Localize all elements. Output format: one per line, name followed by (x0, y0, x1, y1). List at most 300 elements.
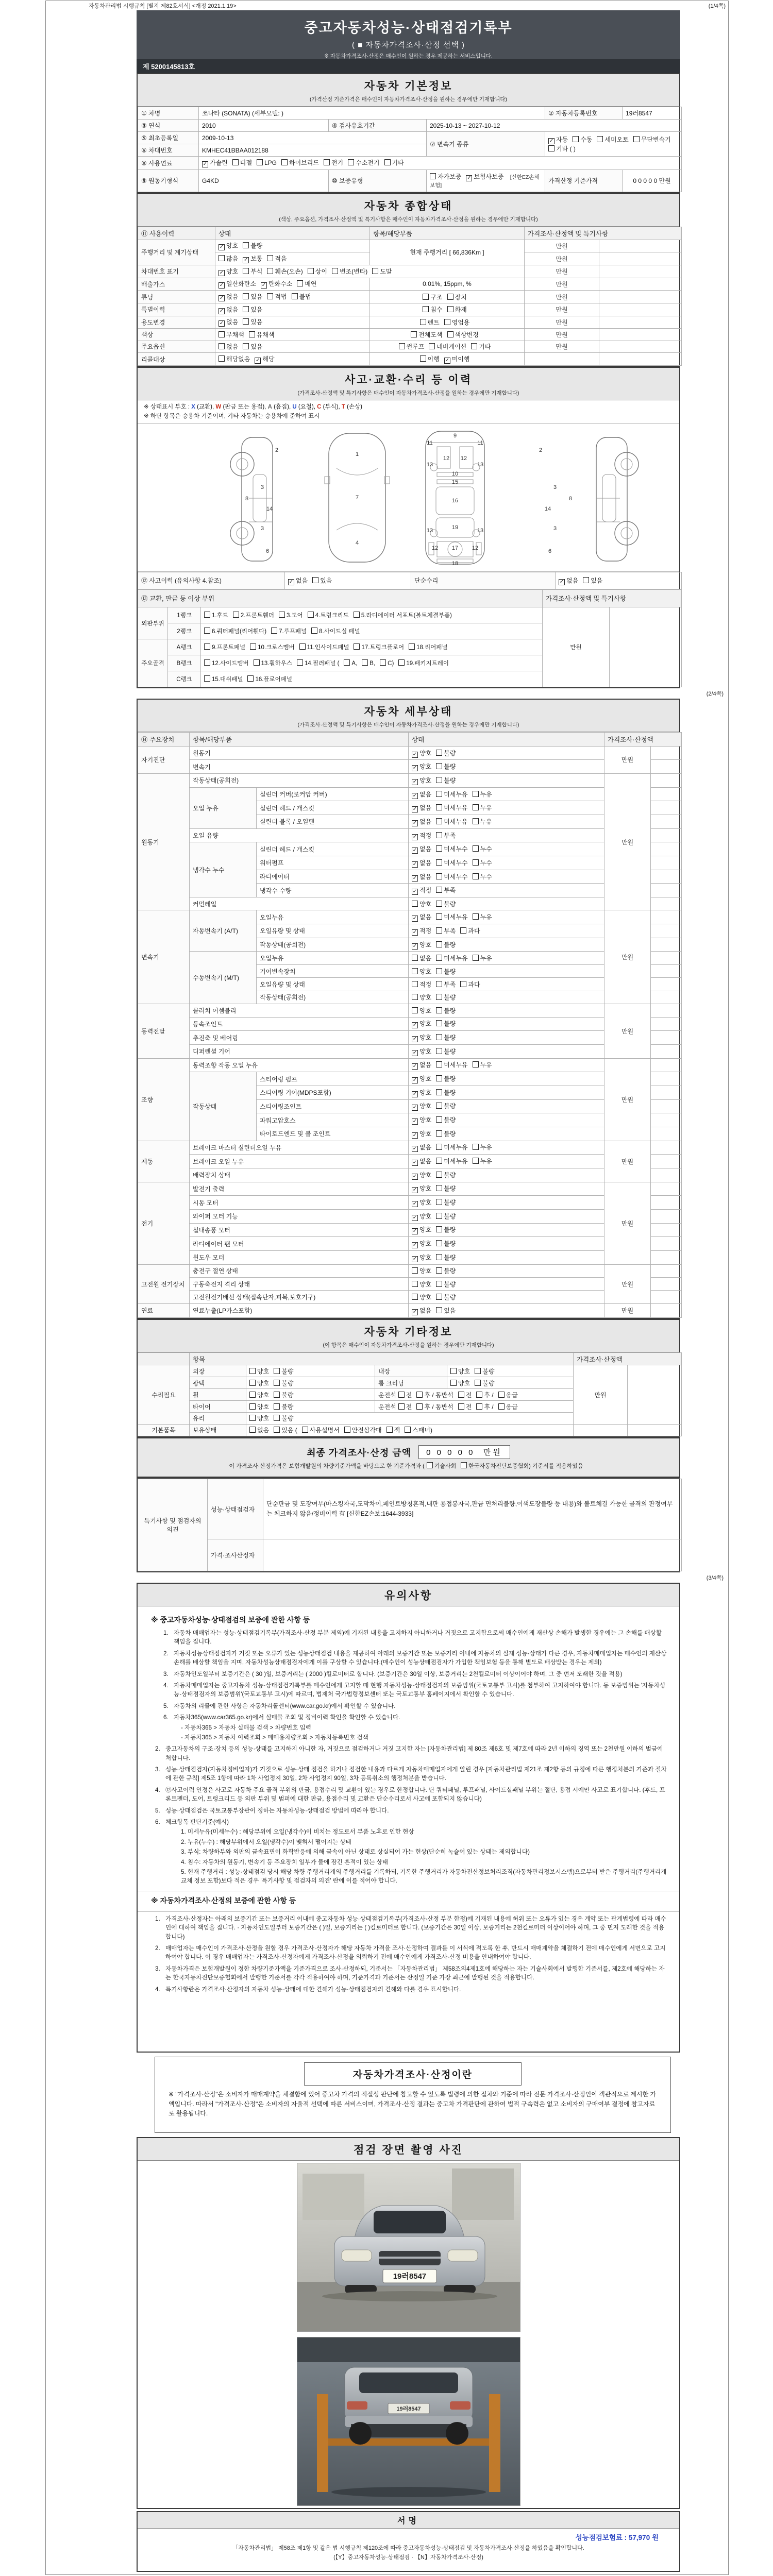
option-text: 운전석 (378, 1391, 396, 1399)
check-option[interactable] (450, 1367, 470, 1376)
check-option[interactable] (412, 1266, 431, 1275)
check-option[interactable] (412, 1088, 431, 1097)
remark-cell (651, 1196, 682, 1210)
check-option[interactable] (436, 749, 456, 757)
check-option[interactable] (380, 659, 394, 667)
check-option[interactable] (436, 1253, 456, 1262)
check-option[interactable] (436, 1143, 467, 1151)
checkbox-icon (475, 1380, 481, 1386)
check-option[interactable] (243, 254, 262, 263)
check-option[interactable] (548, 144, 576, 153)
table-row (138, 316, 682, 329)
check-option[interactable] (384, 158, 404, 167)
check-option[interactable] (412, 1306, 431, 1315)
notice-item: 4. 특기사항란은 가격조사·산정자의 자동차 성능·상태에 대한 견해가 성능·상태점검자의 견해와 다를 경우 표시합니다. (155, 1986, 461, 1993)
check-label: 불량 (281, 1367, 294, 1375)
check-option[interactable] (412, 872, 431, 882)
check-option[interactable] (436, 1306, 456, 1315)
check-option[interactable] (436, 1184, 456, 1193)
check-option[interactable] (633, 135, 671, 144)
check-option[interactable] (362, 659, 375, 667)
check-option[interactable] (279, 611, 303, 619)
checkbox-icon: ✓ (412, 1242, 417, 1248)
check-option[interactable] (475, 1379, 494, 1387)
check-option[interactable] (219, 342, 238, 351)
check-option[interactable] (436, 900, 456, 908)
check-label: 전 (406, 1403, 412, 1411)
remark-cell (651, 1099, 682, 1113)
checkbox-icon (354, 643, 360, 650)
check-option[interactable] (466, 172, 503, 181)
checkbox-icon: ✓ (412, 1160, 417, 1166)
check-option[interactable] (436, 1280, 456, 1289)
checkbox-icon (380, 659, 386, 666)
check-option[interactable] (243, 305, 262, 314)
check-option[interactable] (436, 940, 456, 949)
check-option[interactable] (436, 790, 467, 799)
check-option[interactable] (436, 967, 456, 976)
check-option[interactable] (405, 1426, 432, 1434)
check-option[interactable] (436, 1129, 456, 1138)
check-option[interactable] (412, 844, 431, 854)
check-option[interactable] (412, 954, 431, 962)
item-name: 오일 유량 (190, 828, 409, 842)
check-option[interactable] (473, 1157, 492, 1165)
detail-row (138, 1278, 682, 1291)
check-option[interactable] (423, 293, 442, 301)
check-option[interactable] (436, 1101, 456, 1110)
state-checks (215, 329, 370, 341)
check-option[interactable] (324, 158, 343, 167)
check-option[interactable] (436, 858, 467, 867)
check-option[interactable] (447, 305, 467, 314)
check-option[interactable] (473, 858, 492, 867)
check-option[interactable] (399, 342, 425, 351)
check-option[interactable] (436, 1212, 456, 1221)
check-option[interactable] (204, 659, 249, 667)
check-option[interactable] (436, 1293, 456, 1301)
price-cell: 만원 (604, 1303, 651, 1317)
checkbox-icon: ✓ (412, 1091, 417, 1097)
item-name: 클러치 어셈블리 (190, 1004, 409, 1017)
check-option[interactable] (473, 844, 492, 853)
check-option[interactable] (436, 912, 467, 921)
item-part-cell (370, 291, 525, 303)
check-label: 적정 (419, 832, 432, 839)
check-option[interactable] (411, 330, 442, 339)
section-detail-state (137, 699, 680, 1319)
check-option[interactable] (274, 1414, 293, 1422)
check-label: 2.프론트휀더 (240, 613, 274, 619)
check-option[interactable] (420, 318, 440, 327)
check-option[interactable] (274, 1379, 293, 1387)
state-checks (215, 303, 370, 316)
check-option[interactable] (473, 1060, 492, 1069)
check-option[interactable] (447, 330, 479, 339)
check-label: 후 / (484, 1403, 494, 1411)
check-option[interactable] (412, 858, 431, 868)
checkbox-icon (436, 763, 442, 769)
check-option[interactable] (274, 1426, 297, 1434)
check-option[interactable] (583, 576, 602, 585)
check-option[interactable] (436, 1088, 456, 1097)
price-cell: 만원 (604, 910, 651, 1004)
diagram-part-number: 14 (266, 505, 273, 512)
section-inspection-photos (137, 2137, 680, 2509)
check-option[interactable] (476, 1391, 493, 1399)
check-option[interactable] (412, 1101, 431, 1111)
check-option[interactable] (386, 1426, 400, 1434)
check-option[interactable] (436, 1019, 456, 1028)
check-option[interactable] (204, 627, 266, 635)
check-option[interactable] (412, 940, 431, 950)
item-sub: 워터펌프 (257, 856, 409, 870)
check-option[interactable] (498, 1391, 518, 1399)
check-option[interactable] (219, 317, 238, 327)
checkbox-icon: ✓ (261, 282, 266, 289)
check-label: 안전삼각대 (351, 1427, 382, 1434)
check-option[interactable] (473, 803, 492, 812)
check-option[interactable] (219, 241, 238, 250)
check-option[interactable] (436, 1047, 456, 1056)
check-option[interactable] (412, 831, 431, 840)
check-option[interactable] (243, 241, 262, 250)
check-option[interactable] (436, 1225, 456, 1234)
check-option[interactable] (243, 267, 262, 276)
check-option[interactable] (461, 1462, 583, 1470)
check-option[interactable] (398, 1402, 412, 1411)
check-option[interactable] (219, 354, 250, 363)
state-checks (409, 1303, 604, 1317)
checkbox-icon: ✓ (412, 848, 417, 854)
check-option[interactable] (473, 954, 492, 962)
remark-cell (599, 316, 682, 329)
check-option[interactable] (416, 1402, 453, 1411)
check-option[interactable] (409, 643, 447, 651)
check-option[interactable] (297, 279, 316, 288)
check-option[interactable] (436, 817, 467, 826)
check-option[interactable] (267, 254, 287, 263)
check-option[interactable] (249, 330, 275, 339)
check-option[interactable] (471, 342, 491, 351)
check-label: 자가보증 (438, 173, 462, 181)
detail-state-table (138, 732, 682, 1318)
check-option[interactable] (312, 576, 332, 585)
check-option[interactable] (249, 1379, 269, 1387)
checkbox-icon (473, 804, 479, 810)
check-option[interactable] (257, 159, 277, 166)
check-option[interactable] (204, 611, 228, 619)
check-option[interactable] (412, 762, 431, 771)
check-option[interactable] (249, 1402, 269, 1411)
check-option[interactable] (473, 872, 492, 881)
check-option[interactable] (436, 831, 456, 840)
check-option[interactable] (348, 158, 379, 167)
signature-legal-line1: 「자동차관리법」 제58조 제1항 및 같은 법 시행규칙 제120조에 따라 중고자동차성능·상태점검 및 자동차가격조사·산정을 하였음을 확인합니다. (232, 2545, 584, 2551)
diagram-part-number: 13 (426, 461, 433, 468)
detail-row (138, 1155, 682, 1168)
notice-item: 4. 자동차매매업자는 중고자동차 성능·상태점검기록부를 매수인에게 고지할 때 현행 자동차성능·상태점검자의 보증범위(국토교통부 고시)를 첨부하여 고지하여야 합니다. 동 보증범위는 '자동차성능·상태점검자의 보증범위'(국토교통부 고시)에 따르며, 법제처 국가법령정보센터 또는 국토교통부 홈페이지에서 확인할 수 있습니다. (163, 1682, 665, 1698)
check-option[interactable] (202, 158, 228, 167)
check-option[interactable] (473, 817, 492, 826)
check-option[interactable] (436, 1171, 456, 1179)
check-label: 불량 (444, 1240, 456, 1248)
check-option[interactable] (249, 1426, 269, 1434)
check-option[interactable] (219, 267, 238, 276)
check-option[interactable] (412, 1019, 431, 1028)
check-option[interactable] (450, 1379, 470, 1387)
detail-row (138, 787, 682, 801)
check-option[interactable] (423, 305, 442, 314)
check-label: 미세누수 (444, 873, 468, 880)
check-option[interactable] (249, 1391, 269, 1399)
check-option[interactable] (344, 1426, 382, 1434)
check-label: 도말 (380, 267, 392, 275)
opinion-row (138, 1479, 682, 1539)
check-option[interactable] (219, 254, 238, 263)
check-option[interactable] (597, 135, 628, 144)
check-option[interactable] (219, 330, 244, 339)
check-option[interactable] (436, 1198, 456, 1207)
checkbox-icon (436, 1199, 442, 1205)
check-option[interactable] (427, 1462, 457, 1470)
check-option[interactable] (267, 292, 287, 301)
check-option[interactable] (458, 1391, 472, 1399)
check-option[interactable] (412, 1115, 431, 1125)
check-label: 변조(변타) (339, 267, 368, 275)
check-option[interactable] (274, 1367, 293, 1376)
check-option[interactable] (412, 1225, 431, 1234)
check-option[interactable] (430, 172, 461, 181)
check-label: 탄화수소 (268, 280, 293, 288)
check-option[interactable] (412, 1184, 431, 1193)
check-option[interactable] (473, 1143, 492, 1151)
notice-header (138, 1584, 679, 1606)
notice-item: 3. 자동차인도일부터 보증기간은 ( 30 )일, 보증거리는 ( 2000 )킬로미터로 합니다. (보증기간은 30일 이상, 보증거리는 2천킬로미터 이상이어야 하며, 그 중 먼저 도래한 것을 적용) (163, 1670, 623, 1677)
check-option[interactable] (436, 762, 456, 771)
check-option[interactable] (204, 643, 245, 651)
check-option[interactable] (412, 1060, 431, 1070)
check-option[interactable] (354, 611, 452, 619)
check-option[interactable] (436, 1060, 467, 1069)
check-option[interactable] (249, 1367, 269, 1376)
check-option[interactable] (311, 627, 360, 635)
check-label: 불량 (444, 763, 456, 771)
checkbox-icon (436, 927, 442, 934)
base-price-value: 0 0 0 0 0 만원 (623, 170, 682, 192)
check-option[interactable] (297, 659, 339, 667)
check-option[interactable] (274, 1402, 293, 1411)
check-option[interactable] (412, 1033, 431, 1042)
check-option[interactable] (412, 1239, 431, 1248)
check-option[interactable] (302, 1426, 340, 1434)
check-option[interactable] (412, 817, 431, 826)
check-option[interactable] (281, 158, 319, 167)
check-option[interactable] (412, 1253, 431, 1262)
rank-name: A랭크 (168, 639, 201, 655)
check-option[interactable] (436, 926, 456, 935)
check-option[interactable] (288, 576, 308, 585)
check-option[interactable] (436, 1239, 456, 1248)
price-cell (574, 1424, 628, 1436)
check-label: 1.후드 (212, 613, 228, 619)
check-option[interactable] (398, 1391, 412, 1399)
check-option[interactable] (436, 776, 456, 785)
check-option[interactable] (436, 872, 467, 881)
check-option[interactable] (271, 627, 307, 635)
check-option[interactable] (460, 926, 480, 935)
state-checks (409, 924, 604, 938)
check-option[interactable] (412, 790, 431, 799)
final-price-note (138, 1462, 679, 1470)
check-option[interactable] (308, 611, 349, 619)
check-option[interactable] (429, 342, 466, 351)
check-option[interactable] (436, 844, 467, 853)
check-option[interactable] (436, 1033, 456, 1042)
check-option[interactable] (412, 886, 431, 895)
check-option[interactable] (412, 803, 431, 812)
check-option[interactable] (436, 803, 467, 812)
checkbox-icon (297, 659, 303, 666)
state-checks (409, 760, 604, 774)
check-option[interactable] (398, 659, 449, 667)
check-option[interactable] (412, 1074, 431, 1083)
check-option[interactable] (436, 1006, 456, 1015)
checkbox-icon (354, 612, 360, 618)
check-option[interactable] (412, 926, 431, 936)
checkbox-icon (243, 293, 249, 299)
price-cell: 만원 (525, 316, 599, 329)
checkbox-icon: ✓ (412, 943, 417, 949)
check-option[interactable] (436, 993, 456, 1002)
check-option[interactable] (243, 292, 262, 301)
check-option[interactable] (412, 900, 431, 908)
remark-cell (599, 252, 682, 265)
check-label: 양호 (257, 1379, 270, 1387)
check-option[interactable] (436, 980, 456, 989)
check-option[interactable] (412, 1129, 431, 1139)
check-option[interactable] (420, 354, 440, 363)
state-code-letter: U (292, 404, 297, 410)
check-option[interactable] (559, 576, 578, 585)
check-label: 있음 ( (281, 1427, 297, 1434)
check-option[interactable] (412, 1198, 431, 1207)
check-option[interactable] (254, 659, 292, 667)
check-label: 자동 (556, 136, 568, 144)
checkbox-icon (204, 628, 210, 634)
check-option[interactable] (219, 305, 238, 314)
check-option[interactable] (249, 1414, 269, 1422)
check-option[interactable] (247, 675, 292, 683)
price-cell: 만원 (525, 291, 599, 303)
check-option[interactable] (473, 790, 492, 799)
diagram-part-number: 12 (460, 455, 467, 462)
check-option[interactable] (292, 292, 311, 301)
check-option[interactable] (274, 1391, 293, 1399)
check-option[interactable] (354, 643, 404, 651)
check-option[interactable] (261, 279, 292, 289)
check-option[interactable] (412, 1171, 431, 1180)
check-option[interactable] (548, 135, 568, 144)
check-option[interactable] (412, 1157, 431, 1166)
check-option[interactable] (412, 912, 431, 922)
check-option[interactable] (458, 1402, 472, 1411)
accident-history-row (138, 572, 682, 589)
check-option[interactable] (436, 954, 467, 962)
check-option[interactable] (308, 267, 327, 276)
check-option[interactable] (232, 158, 252, 167)
check-option[interactable] (243, 317, 262, 326)
checkbox-icon (436, 1089, 442, 1095)
check-option[interactable] (255, 354, 274, 364)
check-option[interactable] (412, 1280, 431, 1289)
check-option[interactable] (412, 1006, 431, 1015)
item-sub: 스티어링 기어(MDPS포함) (257, 1086, 409, 1099)
check-option[interactable] (412, 749, 431, 758)
check-option[interactable] (412, 1212, 431, 1221)
check-option[interactable] (436, 1115, 456, 1124)
check-option[interactable] (412, 1143, 431, 1152)
check-option[interactable] (412, 1047, 431, 1056)
checkbox-icon (412, 981, 418, 987)
rank-group: 주요골격 (138, 639, 168, 687)
check-option[interactable] (573, 135, 592, 144)
check-option[interactable] (344, 659, 357, 667)
check-option[interactable] (243, 342, 262, 351)
check-option[interactable] (412, 967, 431, 976)
table-row (138, 353, 682, 366)
check-option[interactable] (412, 1293, 431, 1301)
check-option[interactable] (444, 318, 470, 327)
checkbox-icon (249, 1368, 256, 1374)
check-option[interactable] (250, 643, 295, 651)
check-option[interactable] (436, 1266, 456, 1275)
check-option[interactable] (219, 279, 256, 289)
checkbox-icon (633, 136, 640, 142)
check-option[interactable] (267, 267, 303, 276)
check-label: 미세누유 (444, 1061, 468, 1069)
check-option[interactable] (436, 1074, 456, 1083)
checkbox-icon: ✓ (203, 161, 208, 167)
check-option[interactable] (476, 1402, 493, 1411)
remark-cell (599, 291, 682, 303)
check-label: A, (351, 660, 358, 667)
check-option[interactable] (436, 886, 456, 894)
check-option[interactable] (416, 1391, 453, 1399)
check-option[interactable] (460, 980, 480, 989)
etc-checks (447, 1377, 574, 1389)
check-option[interactable] (299, 643, 349, 651)
check-option[interactable] (412, 993, 431, 1002)
check-option[interactable] (372, 267, 392, 276)
check-option[interactable] (436, 1157, 467, 1165)
check-option[interactable] (204, 675, 243, 683)
check-option[interactable] (412, 776, 431, 785)
check-option[interactable] (332, 267, 367, 276)
check-option[interactable] (498, 1402, 518, 1411)
check-option[interactable] (447, 293, 467, 301)
check-option[interactable] (219, 292, 238, 301)
check-option[interactable] (233, 611, 274, 619)
check-option[interactable] (444, 354, 470, 364)
check-option[interactable] (473, 912, 492, 921)
final-price-value: 0 0 0 0 0 만원 (418, 1445, 510, 1459)
check-label: 불량 (444, 749, 456, 757)
check-option[interactable] (412, 980, 431, 989)
item-name: 작동상태(공회전) (190, 774, 409, 788)
rank-items (201, 639, 543, 655)
check-option[interactable] (475, 1367, 494, 1376)
